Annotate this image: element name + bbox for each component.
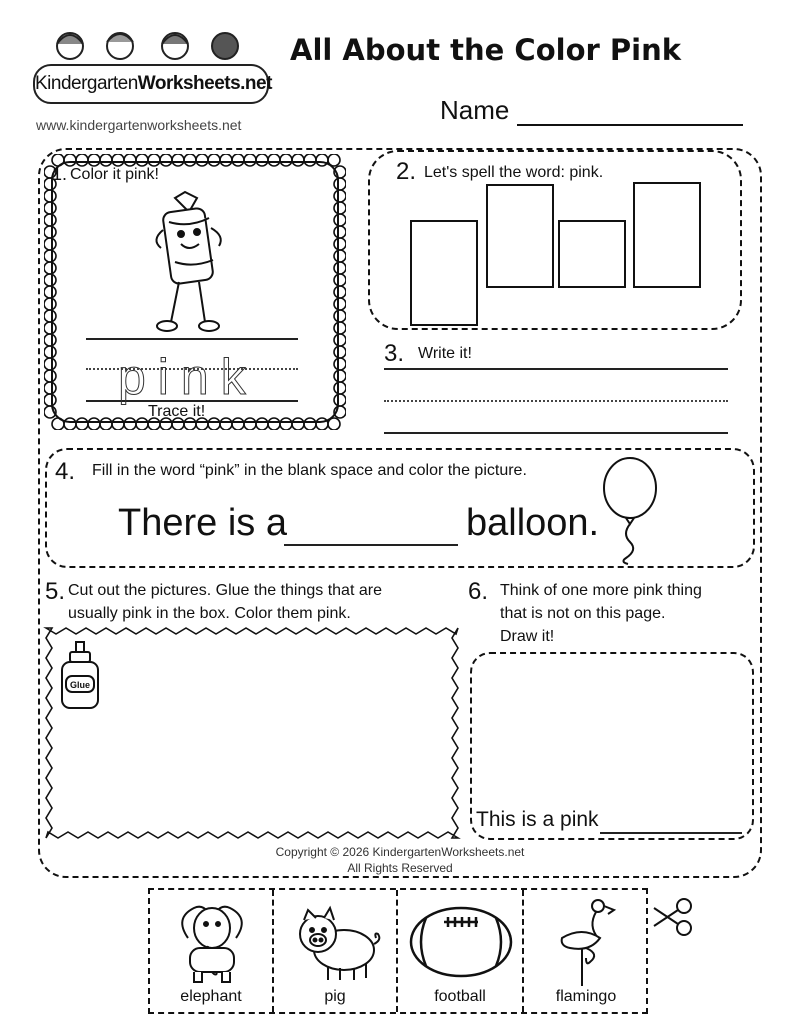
site-url: www.kindergartenworksheets.net (36, 117, 242, 133)
section1-instruction: Color it pink! (70, 166, 159, 183)
section6-instruction-line2: that is not on this page. (500, 605, 666, 622)
sentence-start: There is a (118, 502, 287, 544)
section5-number: 5. (45, 578, 66, 605)
page-title: All About the Color Pink (290, 33, 682, 67)
letter-box-p[interactable] (410, 220, 478, 326)
balloon-icon (598, 456, 662, 566)
section6-instruction-line3: Draw it! (500, 628, 555, 645)
letter-box-n[interactable] (558, 220, 626, 288)
trace-label: Trace it! (148, 403, 206, 420)
crayon-character-icon (145, 190, 245, 338)
letter-box-i[interactable] (486, 184, 554, 288)
copyright-text: Copyright © 2026 KindergartenWorksheets.net (275, 845, 525, 859)
write-top-line (384, 368, 728, 370)
pig-icon (288, 904, 384, 984)
section4-instruction: Fill in the word “pink” in the blank space and color the picture. (92, 462, 527, 479)
cutout-elephant[interactable] (150, 890, 274, 1012)
flamingo-icon (542, 894, 632, 988)
section2-number: 2. (396, 158, 417, 185)
cutout-label: flamingo (555, 988, 617, 1005)
answer-prompt: This is a pink (476, 808, 599, 831)
trace-word: pink (118, 349, 258, 405)
section4-number: 4. (55, 458, 76, 485)
name-field[interactable] (517, 124, 743, 126)
cutout-football[interactable] (398, 890, 524, 1012)
write-mid-line (384, 400, 728, 402)
write-base-line[interactable] (384, 432, 728, 434)
glue-bottle-icon (58, 640, 102, 710)
answer-blank[interactable] (600, 832, 742, 834)
football-icon (408, 904, 514, 980)
section3-number: 3. (384, 340, 405, 367)
trace-top-line (86, 338, 298, 340)
section1-number: 1. (52, 164, 68, 184)
rights-text: All Rights Reserved (347, 861, 453, 875)
section6-instruction-line1: Think of one more pink thing (500, 582, 702, 599)
cutout-label: pig (324, 988, 346, 1005)
name-label: Name (440, 95, 510, 125)
sentence-end: balloon. (466, 502, 600, 544)
letter-box-k[interactable] (633, 182, 701, 288)
cutout-flamingo[interactable] (524, 890, 648, 1012)
glue-box[interactable] (40, 622, 464, 844)
cutout-label: football (434, 988, 486, 1005)
section5-instruction-line1: Cut out the pictures. Glue the things that are (68, 582, 382, 599)
elephant-icon (168, 898, 256, 984)
site-logo (33, 64, 272, 104)
section6-number: 6. (468, 578, 489, 605)
cutout-pig[interactable] (274, 890, 398, 1012)
sentence-blank[interactable] (284, 544, 458, 546)
scissors-icon (650, 896, 694, 938)
logo-text: Kindergarten (35, 73, 138, 94)
logo-text-bold: Worksheets.net (137, 73, 272, 94)
section3-instruction: Write it! (418, 345, 472, 362)
glue-label: Glue (69, 680, 91, 690)
cutout-strip (148, 888, 648, 1014)
cutout-label: elephant (180, 988, 242, 1005)
children-logo-icon (40, 20, 260, 70)
section5-instruction-line2: usually pink in the box. Color them pink. (68, 605, 351, 622)
section2-instruction: Let's spell the word: pink. (424, 164, 604, 181)
